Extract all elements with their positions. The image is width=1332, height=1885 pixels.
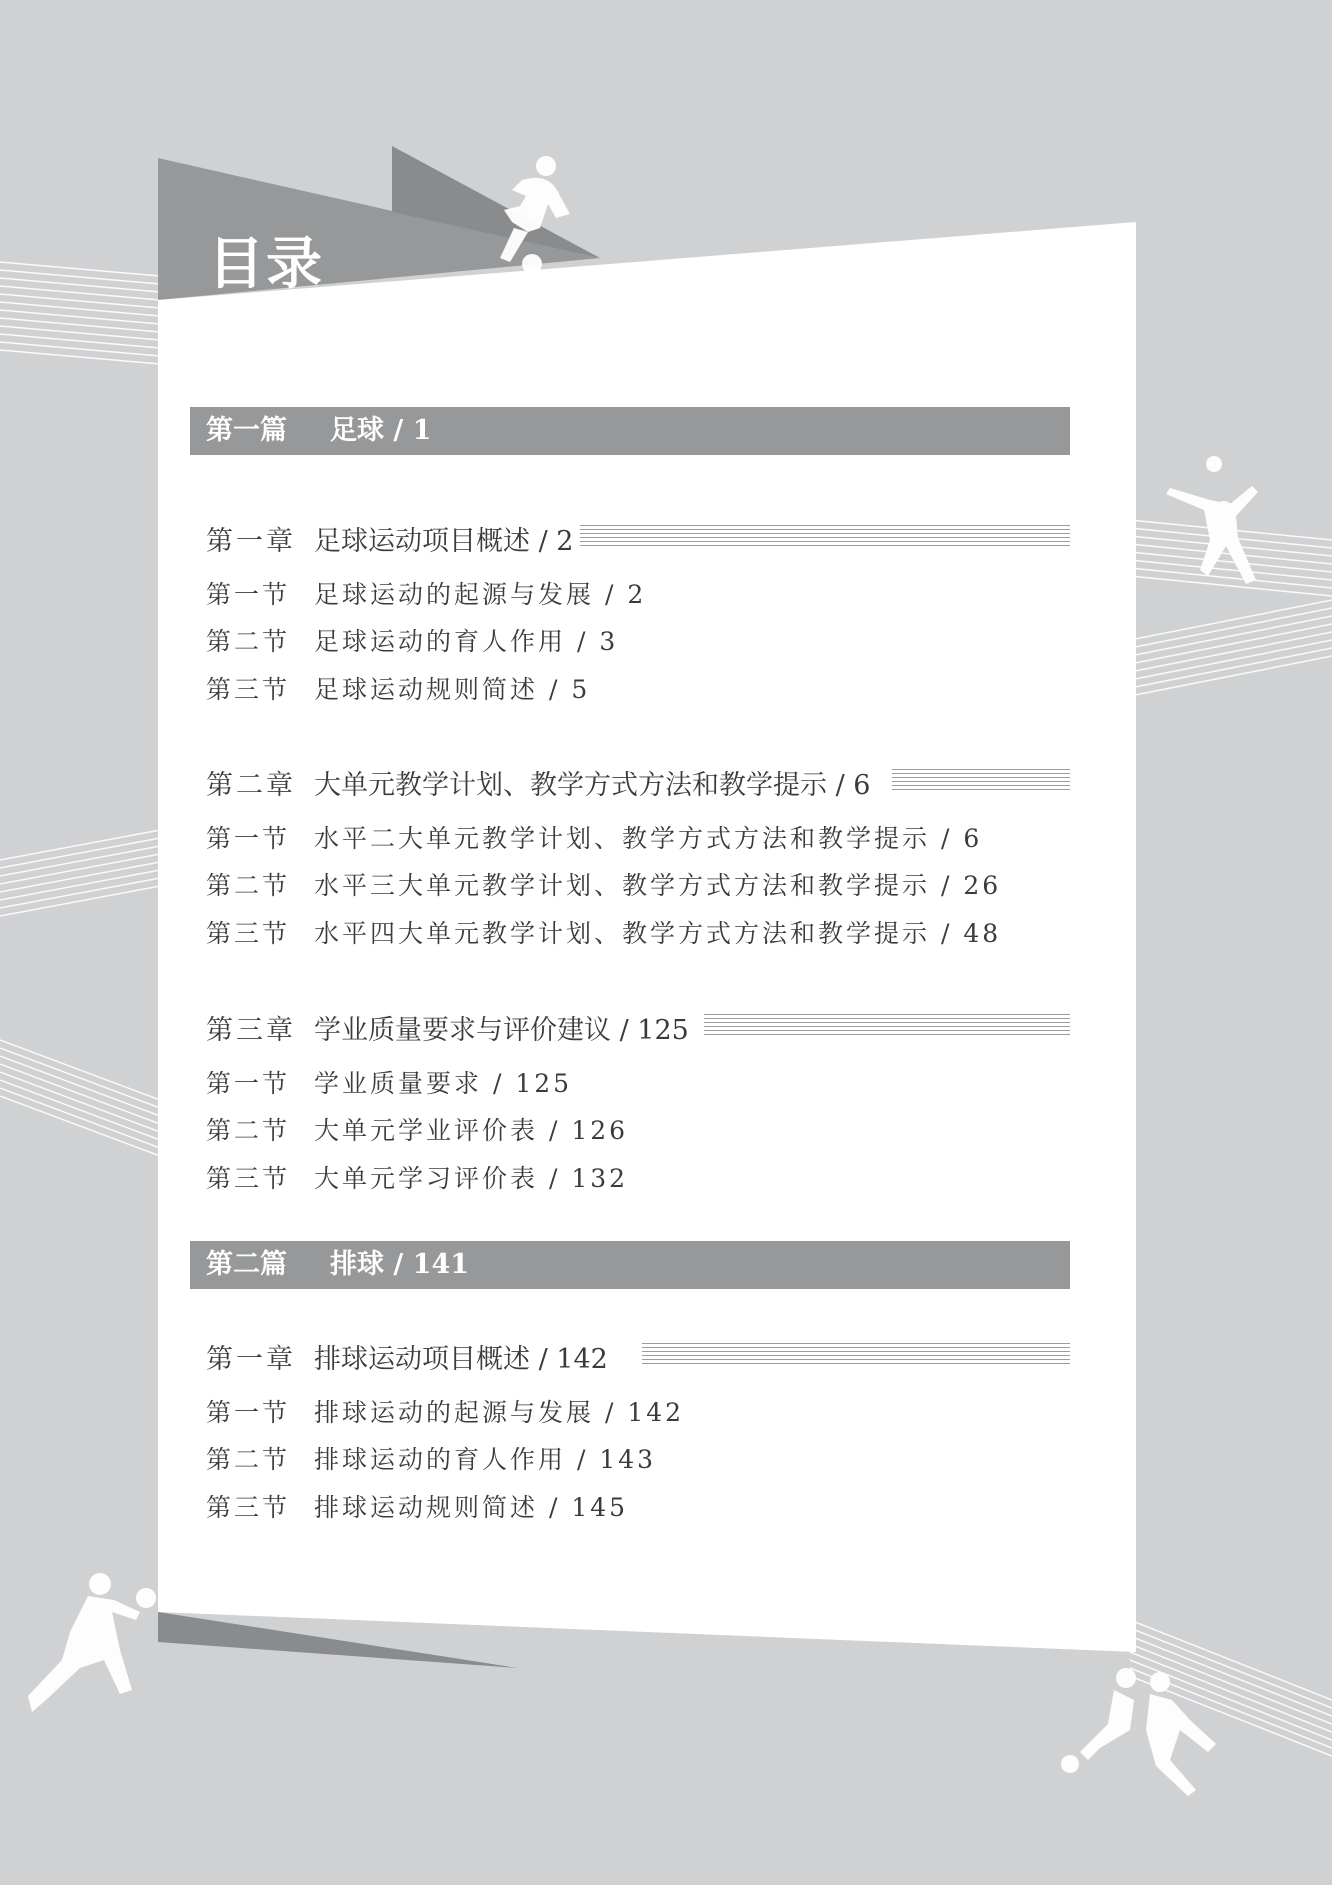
section-number: 第二节	[206, 627, 291, 656]
soccer-tackle-icon	[1061, 1668, 1216, 1796]
stripe-band-right	[1130, 520, 1332, 1756]
section-entry	[206, 1064, 572, 1100]
section-entry	[206, 914, 1001, 950]
volleyball-digger-icon	[28, 1573, 156, 1712]
section-number: 第二节	[206, 1445, 291, 1474]
section-title: 排球运动的育人作用 / 143	[314, 1445, 657, 1474]
chapter-title: 学业质量要求与评价建议 / 125	[314, 1015, 689, 1046]
section-title: 排球运动的起源与发展 / 142	[314, 1398, 685, 1427]
section-entry	[206, 670, 590, 706]
section-title: 足球运动规则简述 / 5	[314, 675, 591, 704]
chapter-title: 足球运动项目概述 / 2	[314, 526, 574, 557]
section-number: 第三节	[206, 1493, 291, 1522]
section-number: 第一节	[206, 1398, 291, 1427]
section-number: 第三节	[206, 919, 291, 948]
chapter-rule-lines	[580, 525, 1070, 547]
part-heading	[190, 1241, 1070, 1289]
section-entry	[206, 1440, 656, 1476]
section-title: 学业质量要求 / 125	[314, 1069, 573, 1098]
page-title: 目录	[208, 232, 324, 297]
section-entry	[206, 575, 646, 611]
section-entry	[206, 866, 1001, 902]
section-title: 水平四大单元教学计划、教学方式方法和教学提示 / 48	[314, 919, 1002, 948]
part-heading	[190, 407, 1070, 455]
chapter-title: 大单元教学计划、教学方式方法和教学提示 / 6	[314, 770, 871, 801]
section-title: 水平二大单元教学计划、教学方式方法和教学提示 / 6	[314, 824, 983, 853]
chapter-entry	[206, 763, 870, 802]
part-number: 第一篇	[206, 415, 287, 446]
part-title: 排球 / 141	[330, 1249, 470, 1280]
chapter-entry	[206, 519, 573, 558]
chapter-number: 第一章	[206, 526, 296, 557]
section-entry	[206, 819, 982, 855]
chapter-number: 第一章	[206, 1344, 296, 1375]
section-entry	[206, 1393, 684, 1429]
section-number: 第三节	[206, 675, 291, 704]
section-number: 第一节	[206, 580, 291, 609]
chapter-rule-lines	[704, 1014, 1070, 1036]
chapter-title: 排球运动项目概述 / 142	[314, 1344, 608, 1375]
part-title: 足球 / 1	[330, 415, 432, 446]
chapter-number: 第三章	[206, 1015, 296, 1046]
section-number: 第二节	[206, 871, 291, 900]
stripe-band-left-top	[0, 262, 160, 364]
chapter-number: 第二章	[206, 770, 296, 801]
chapter-rule-lines	[892, 769, 1070, 791]
section-entry	[206, 1111, 628, 1147]
section-entry	[206, 1159, 628, 1195]
chapter-rule-lines	[642, 1343, 1070, 1365]
section-number: 第一节	[206, 1069, 291, 1098]
section-title: 大单元学业评价表 / 126	[314, 1116, 629, 1145]
chapter-entry	[206, 1337, 608, 1376]
section-title: 水平三大单元教学计划、教学方式方法和教学提示 / 26	[314, 871, 1002, 900]
chapter-entry	[206, 1008, 689, 1047]
section-title: 足球运动的起源与发展 / 2	[314, 580, 647, 609]
section-title: 排球运动规则简述 / 145	[314, 1493, 629, 1522]
section-number: 第三节	[206, 1164, 291, 1193]
part-number: 第二篇	[206, 1249, 287, 1280]
section-title: 足球运动的育人作用 / 3	[314, 627, 619, 656]
section-title: 大单元学习评价表 / 132	[314, 1164, 629, 1193]
section-number: 第一节	[206, 824, 291, 853]
section-entry	[206, 622, 618, 658]
section-number: 第二节	[206, 1116, 291, 1145]
stripe-band-left-middle	[0, 830, 160, 1156]
section-entry	[206, 1488, 628, 1524]
